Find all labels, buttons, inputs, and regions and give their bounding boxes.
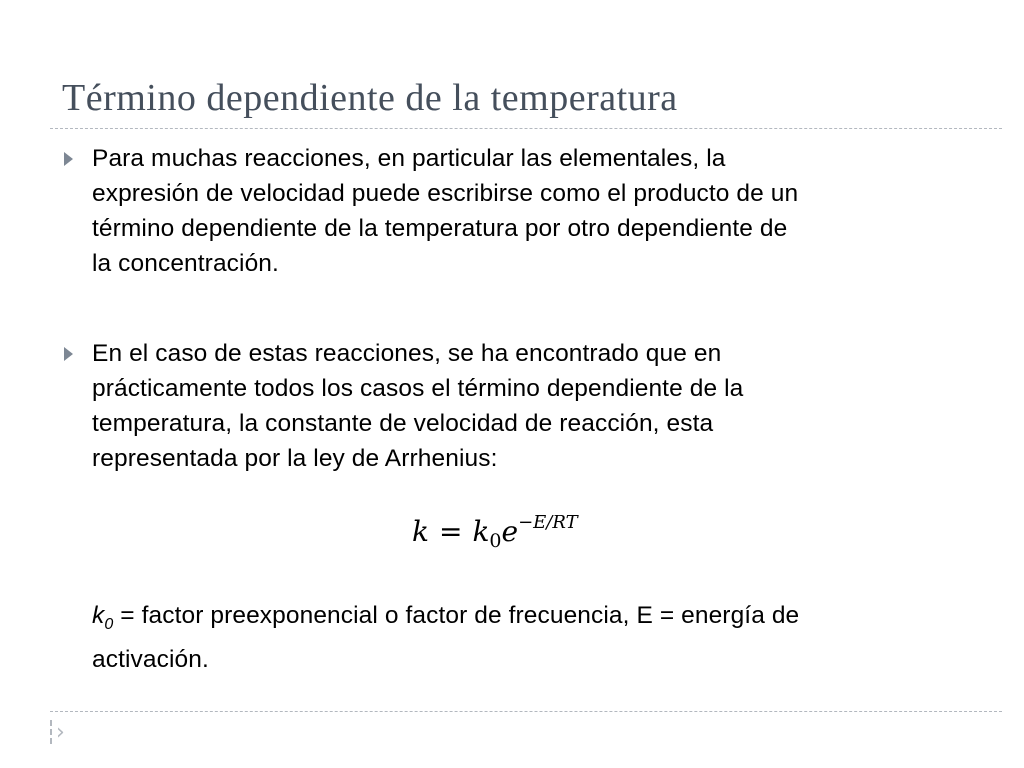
- footer-divider: [50, 711, 1002, 712]
- arrhenius-formula: [412, 512, 578, 552]
- chevron-right-icon: ›: [50, 722, 65, 744]
- bullet-paragraph: [92, 141, 992, 281]
- paragraph-line: la concentración.: [92, 250, 279, 277]
- definition-symbol: k: [92, 602, 105, 629]
- bullet-arrow-icon: [64, 152, 73, 166]
- definition-text: = factor preexponencial o factor de frecuencia, E = energía de: [113, 602, 800, 629]
- title-divider: [50, 128, 1002, 129]
- bullet-paragraph: [92, 336, 992, 476]
- paragraph-line: Para muchas reacciones, en particular las elementales, la: [92, 145, 726, 172]
- definition-symbol-subscript: 0: [104, 615, 114, 633]
- formula-lhs: k: [412, 515, 429, 548]
- definition-line: [92, 598, 992, 642]
- paragraph-line: temperatura, la constante de velocidad de reacción, esta: [92, 410, 714, 437]
- paragraph-line: representada por la ley de Arrhenius:: [92, 445, 498, 472]
- formula-base: k: [472, 515, 490, 548]
- slide-title: Término dependiente de la temperatura: [62, 77, 678, 119]
- formula-exponent: −E/RT: [518, 512, 578, 533]
- paragraph-line: término dependiente de la temperatura por otro dependiente de: [92, 215, 788, 242]
- definition-paragraph: [92, 598, 992, 677]
- definition-line: activación.: [92, 645, 209, 673]
- bullet-arrow-icon: [64, 347, 73, 361]
- formula-exp-base: e: [501, 515, 519, 548]
- paragraph-line: prácticamente todos los casos el término dependiente de la: [92, 375, 744, 402]
- formula-base-subscript: 0: [489, 530, 502, 552]
- formula-equals: =: [438, 515, 463, 548]
- paragraph-line: expresión de velocidad puede escribirse como el producto de un: [92, 180, 799, 207]
- paragraph-line: En el caso de estas reacciones, se ha encontrado que en: [92, 340, 722, 367]
